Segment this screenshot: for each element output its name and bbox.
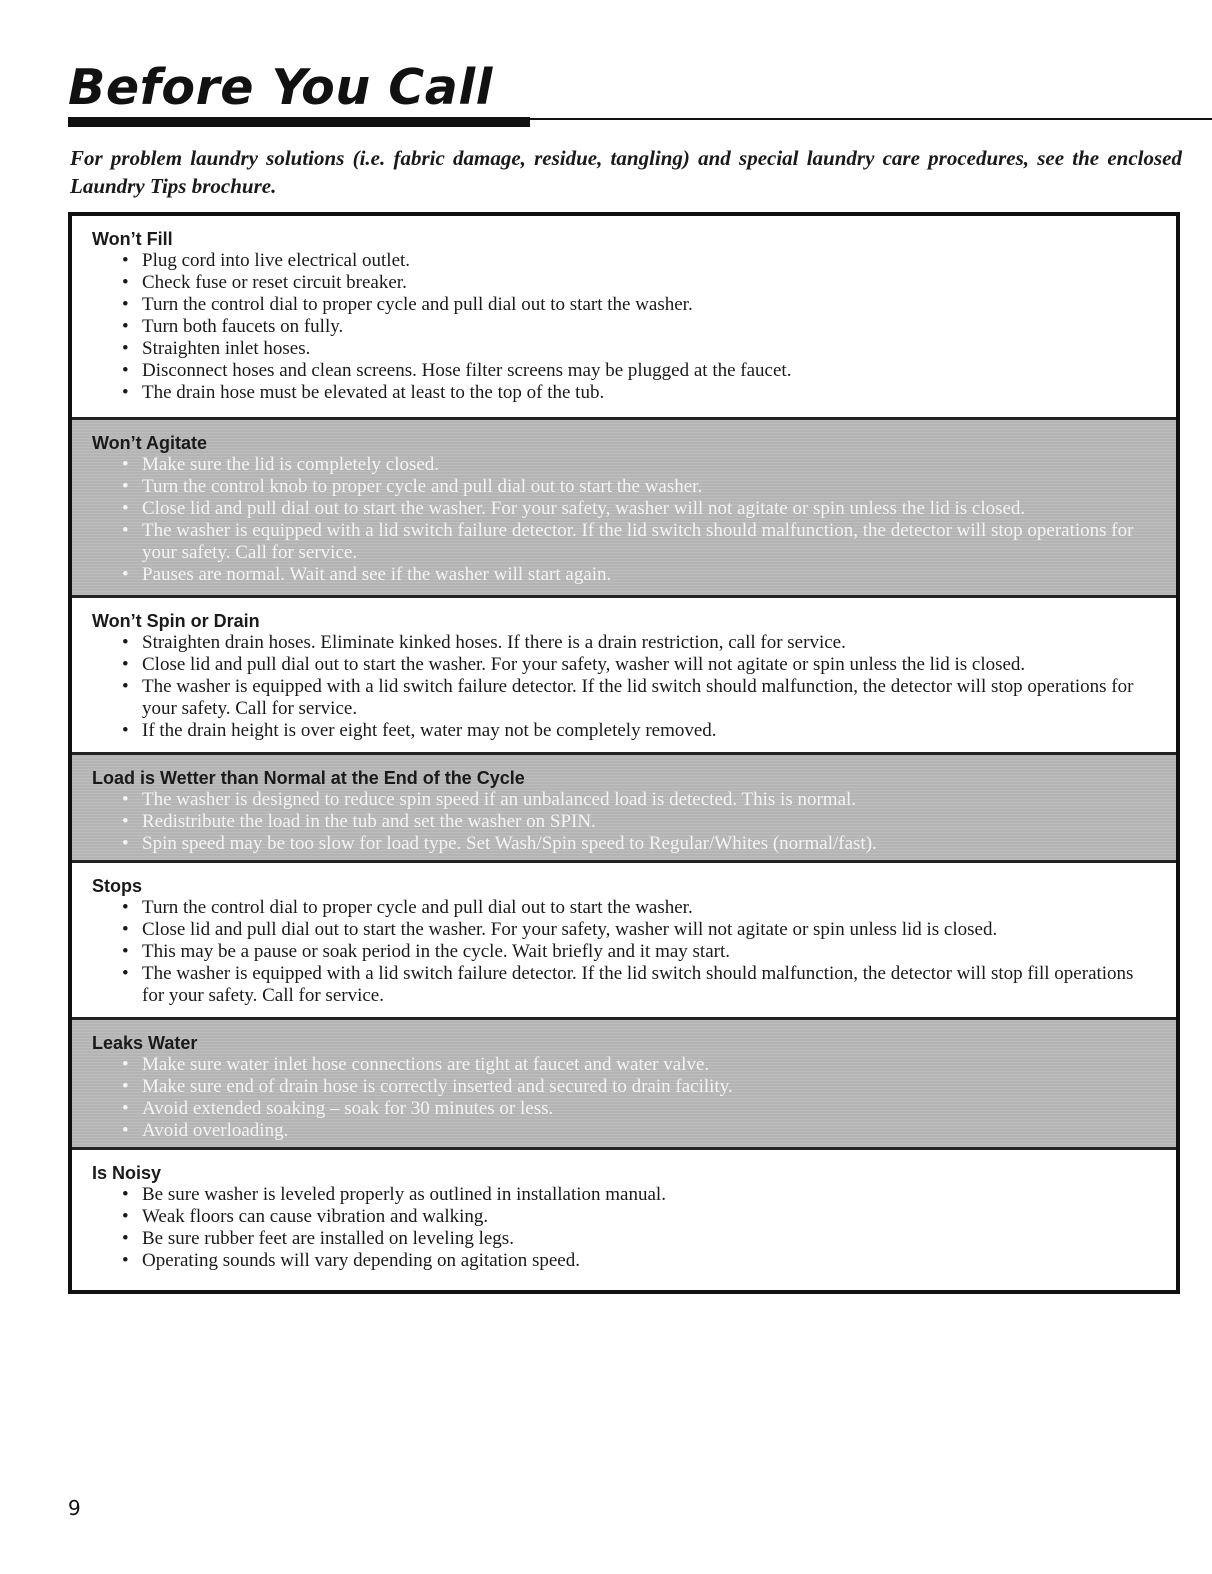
title-rule-thin (68, 118, 1212, 120)
item-list (92, 897, 1156, 1007)
list-item: • The washer is equipped with a lid switch failure detector. If the lid switch should malfunction, the detector will stop operations for your safety. Call for service. (120, 676, 1156, 720)
page-number: 9 (68, 1496, 81, 1520)
list-item: • The drain hose must be elevated at least to the top of the tub. (120, 382, 1156, 404)
section-wont-spin-or-drain (72, 598, 1176, 755)
list-item: • Make sure the lid is completely closed. (120, 454, 1156, 476)
troubleshooting-table (68, 212, 1180, 1294)
item-list (92, 454, 1156, 586)
list-item: • Operating sounds will vary depending on agitation speed. (120, 1250, 1156, 1272)
list-item: • Check fuse or reset circuit breaker. (120, 272, 1156, 294)
list-item: • The washer is designed to reduce spin speed if an unbalanced load is detected. This is normal. (120, 789, 1156, 811)
intro-note: For problem laundry solutions (i.e. fabric damage, residue, tangling) and special laundry care procedures, see the enclosed Laundry Tips brochure. (70, 146, 1182, 198)
list-item: • Straighten inlet hoses. (120, 338, 1156, 360)
list-item: • Spin speed may be too slow for load type. Set Wash/Spin speed to Regular/Whites (normal/fast). (120, 833, 1156, 855)
page-title: Before You Call (68, 59, 493, 116)
list-item: • Straighten drain hoses. Eliminate kinked hoses. If there is a drain restriction, call for service. (120, 632, 1156, 654)
list-item: • Turn the control dial to proper cycle and pull dial out to start the washer. (120, 294, 1156, 316)
list-item: • Pauses are normal. Wait and see if the washer will start again. (120, 564, 1156, 586)
list-item: • Make sure end of drain hose is correctly inserted and secured to drain facility. (120, 1076, 1156, 1098)
list-item: • The washer is equipped with a lid switch failure detector. If the lid switch should malfunction, the detector will stop fill operations for your safety. Call for service. (120, 963, 1156, 1007)
list-item: • This may be a pause or soak period in the cycle. Wait briefly and it may start. (120, 941, 1156, 963)
item-list (92, 1054, 1156, 1142)
list-item: • Plug cord into live electrical outlet. (120, 250, 1156, 272)
list-item: • Turn both faucets on fully. (120, 316, 1156, 338)
list-item: • Avoid overloading. (120, 1120, 1156, 1142)
section-stops (72, 863, 1176, 1020)
list-item: • Close lid and pull dial out to start the washer. For your safety, washer will not agitate or spin unless the lid is closed. (120, 498, 1156, 520)
list-item: • If the drain height is over eight feet, water may not be completely removed. (120, 720, 1156, 742)
list-item: • Disconnect hoses and clean screens. Hose filter screens may be plugged at the faucet. (120, 360, 1156, 382)
list-item: • Close lid and pull dial out to start the washer. For your safety, washer will not agitate or spin unless lid is closed. (120, 919, 1156, 941)
section-leaks-water (72, 1020, 1176, 1150)
section-heading: Load is Wetter than Normal at the End of the Cycle (92, 768, 525, 788)
list-item: • Close lid and pull dial out to start the washer. For your safety, washer will not agitate or spin unless the lid is closed. (120, 654, 1156, 676)
section-is-noisy (72, 1150, 1176, 1290)
list-item: • Turn the control knob to proper cycle and pull dial out to start the washer. (120, 476, 1156, 498)
section-heading: Won’t Spin or Drain (92, 611, 260, 631)
item-list (92, 1184, 1156, 1272)
list-item: • Be sure washer is leveled properly as outlined in installation manual. (120, 1184, 1156, 1206)
list-item: • Turn the control dial to proper cycle and pull dial out to start the washer. (120, 897, 1156, 919)
list-item: • Make sure water inlet hose connections are tight at faucet and water valve. (120, 1054, 1156, 1076)
section-heading: Won’t Fill (92, 229, 173, 249)
section-heading: Leaks Water (92, 1033, 198, 1053)
list-item: • The washer is equipped with a lid switch failure detector. If the lid switch should malfunction, the detector will stop operations for your safety. Call for service. (120, 520, 1156, 564)
section-load-is-wetter (72, 755, 1176, 863)
section-wont-agitate (72, 420, 1176, 598)
section-wont-fill (72, 216, 1176, 420)
list-item: • Be sure rubber feet are installed on leveling legs. (120, 1228, 1156, 1250)
section-heading: Stops (92, 876, 143, 896)
section-heading: Won’t Agitate (92, 433, 207, 453)
list-item: • Redistribute the load in the tub and set the washer on SPIN. (120, 811, 1156, 833)
item-list (92, 789, 1156, 855)
list-item: • Weak floors can cause vibration and walking. (120, 1206, 1156, 1228)
section-heading: Is Noisy (92, 1163, 162, 1183)
item-list (92, 250, 1156, 404)
item-list (92, 632, 1156, 742)
list-item: • Avoid extended soaking – soak for 30 minutes or less. (120, 1098, 1156, 1120)
